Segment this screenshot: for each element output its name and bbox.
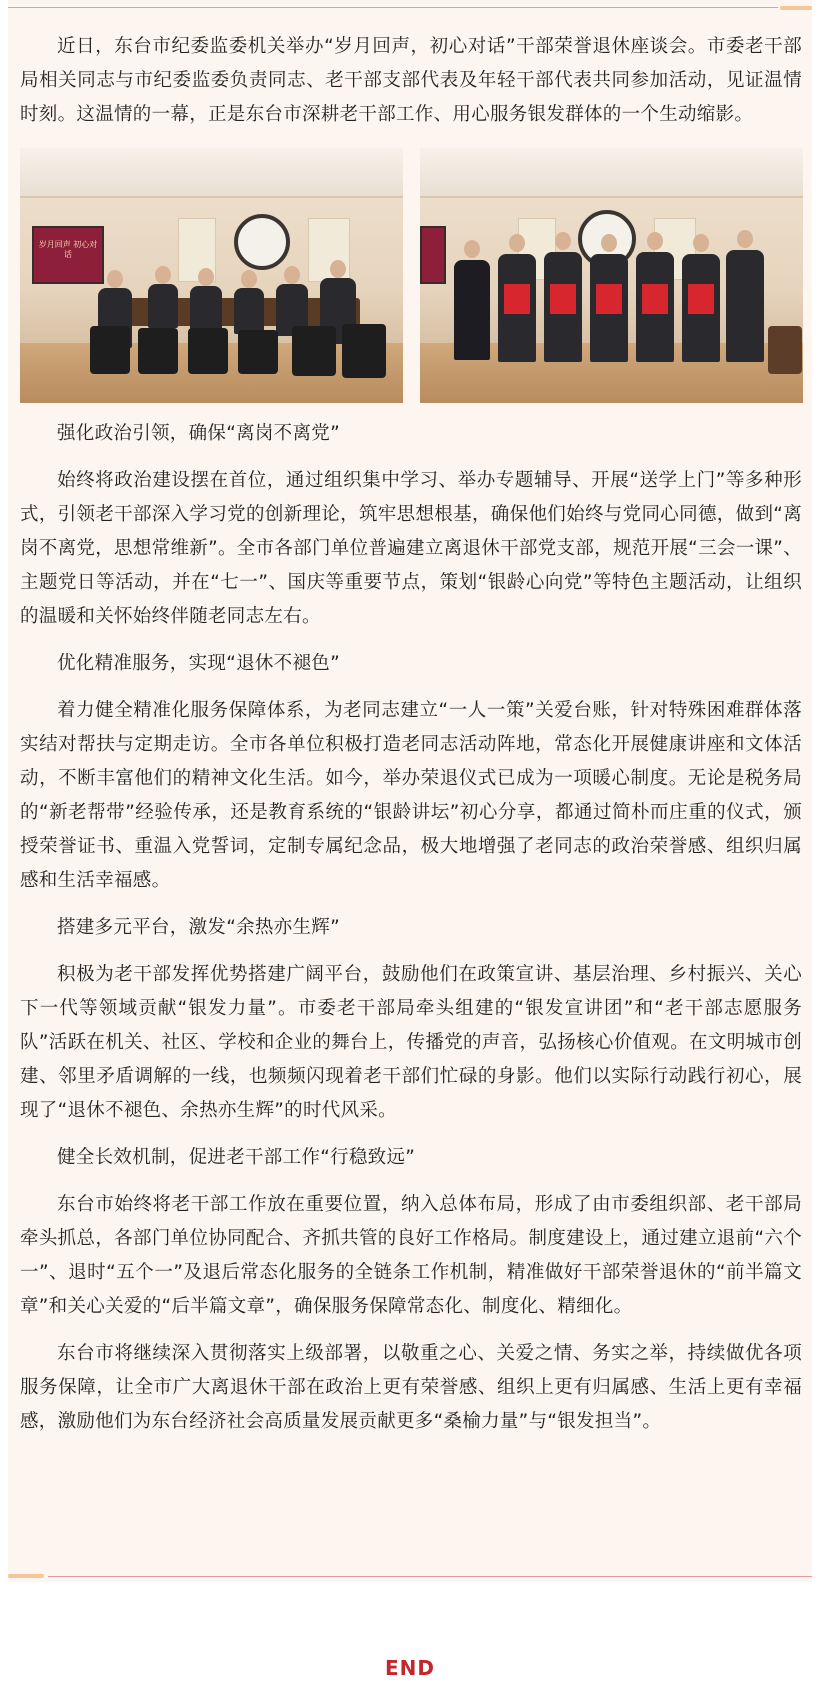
section-body-3: 积极为老干部发挥优势搭建广阔平台，鼓励他们在政策宣讲、基层治理、乡村振兴、关心下一代等领域贡献“银发力量”。市委老干部局牵头组建的“银发宣讲团”和“老干部志愿服务队”活跃在机关、社区、学校和企业的舞台上，传播党的声音，弘扬核心价值观。在文明城市创建、邻里矛盾调解的一线，也频频闪现着老干部们忙碌的身影。他们以实际行动践行初心，展现了“退休不褪色、余热亦生辉”的时代风采。 bbox=[20, 964, 802, 1121]
end-label: END bbox=[384, 1656, 435, 1680]
section-heading-3: 搭建多元平台，激发“余热亦生辉” bbox=[57, 917, 340, 938]
section-body-2: 着力健全精准化服务保障体系，为老同志建立“一人一策”关爱台账，针对特殊困难群体落实结对帮扶与定期走访。全市各单位积极打造老同志活动阵地，常态化开展健康讲座和文体活动，不断丰富他们的精神文化生活。如今，举办荣退仪式已成为一项暖心制度。无论是税务局的“新老帮带”经验传承，还是教育系统的“银龄讲坛”初心分享，都通过简朴而庄重的仪式，颁授荣誉证书、重温入党誓词，定制专属纪念品，极大地增强了老同志的政治荣誉感、组织归属感和生活幸福感。 bbox=[20, 700, 802, 891]
section-heading-2: 优化精准服务，实现“退休不褪色” bbox=[57, 653, 340, 674]
section-heading-4: 健全长效机制，促进老干部工作“行稳致远” bbox=[57, 1147, 416, 1168]
conclusion-paragraph: 东台市将继续深入贯彻落实上级部署，以敬重之心、关爱之情、务实之举，持续做优各项服务保障，让全市广大离退休干部在政治上更有荣誉感、组织上更有归属感、生活上更有幸福感，激励他们为东台经济社会高质量发展贡献更多“桑榆力量”与“银发担当”。 bbox=[20, 1343, 802, 1432]
bottom-rule-line bbox=[48, 1576, 812, 1577]
top-accent-dash bbox=[780, 6, 812, 10]
section-body-4: 东台市始终将老干部工作放在重要位置，纳入总体布局，形成了由市委组织部、老干部局牵头抓总，各部门单位协同配合、齐抓共管的良好工作格局。制度建设上，通过建立退前“六个一”、退时“五个一”及退后常态化服务的全链条工作机制，精准做好干部荣誉退休的“前半篇文章”和关心关爱的“后半篇文章”，确保服务保障常态化、制度化、精细化。 bbox=[20, 1194, 802, 1317]
intro-paragraph: 近日，东台市纪委监委机关举办“岁月回声，初心对话”干部荣誉退休座谈会。市委老干部局相关同志与市纪委监委负责同志、老干部支部代表及年轻干部代表共同参加活动，见证温情时刻。这温情的一幕，正是东台市深耕老干部工作、用心服务银发群体的一个生动缩影。 bbox=[20, 36, 802, 125]
top-rule-line bbox=[8, 7, 778, 8]
photo-row bbox=[20, 148, 803, 403]
article-content bbox=[20, 30, 802, 1439]
section-heading-1: 强化政治引领，确保“离岗不离党” bbox=[57, 423, 340, 444]
banner-text: 岁月回声 初心对话 bbox=[38, 240, 98, 259]
meeting-photo bbox=[20, 148, 403, 403]
ceremony-photo bbox=[420, 148, 803, 403]
section-body-1: 始终将政治建设摆在首位，通过组织集中学习、举办专题辅导、开展“送学上门”等多种形式，引领老干部深入学习党的创新理论，筑牢思想根基，确保他们始终与党同心同德，做到“离岗不离党，思想常维新”。全市各部门单位普遍建立离退休干部党支部，规范开展“三会一课”、主题党日等活动，并在“七一”、国庆等重要节点，策划“银龄心向党”等特色主题活动，让组织的温暖和关怀始终伴随老同志左右。 bbox=[20, 470, 802, 627]
red-banner-screen bbox=[32, 226, 104, 284]
bottom-accent-dash bbox=[8, 1574, 44, 1578]
